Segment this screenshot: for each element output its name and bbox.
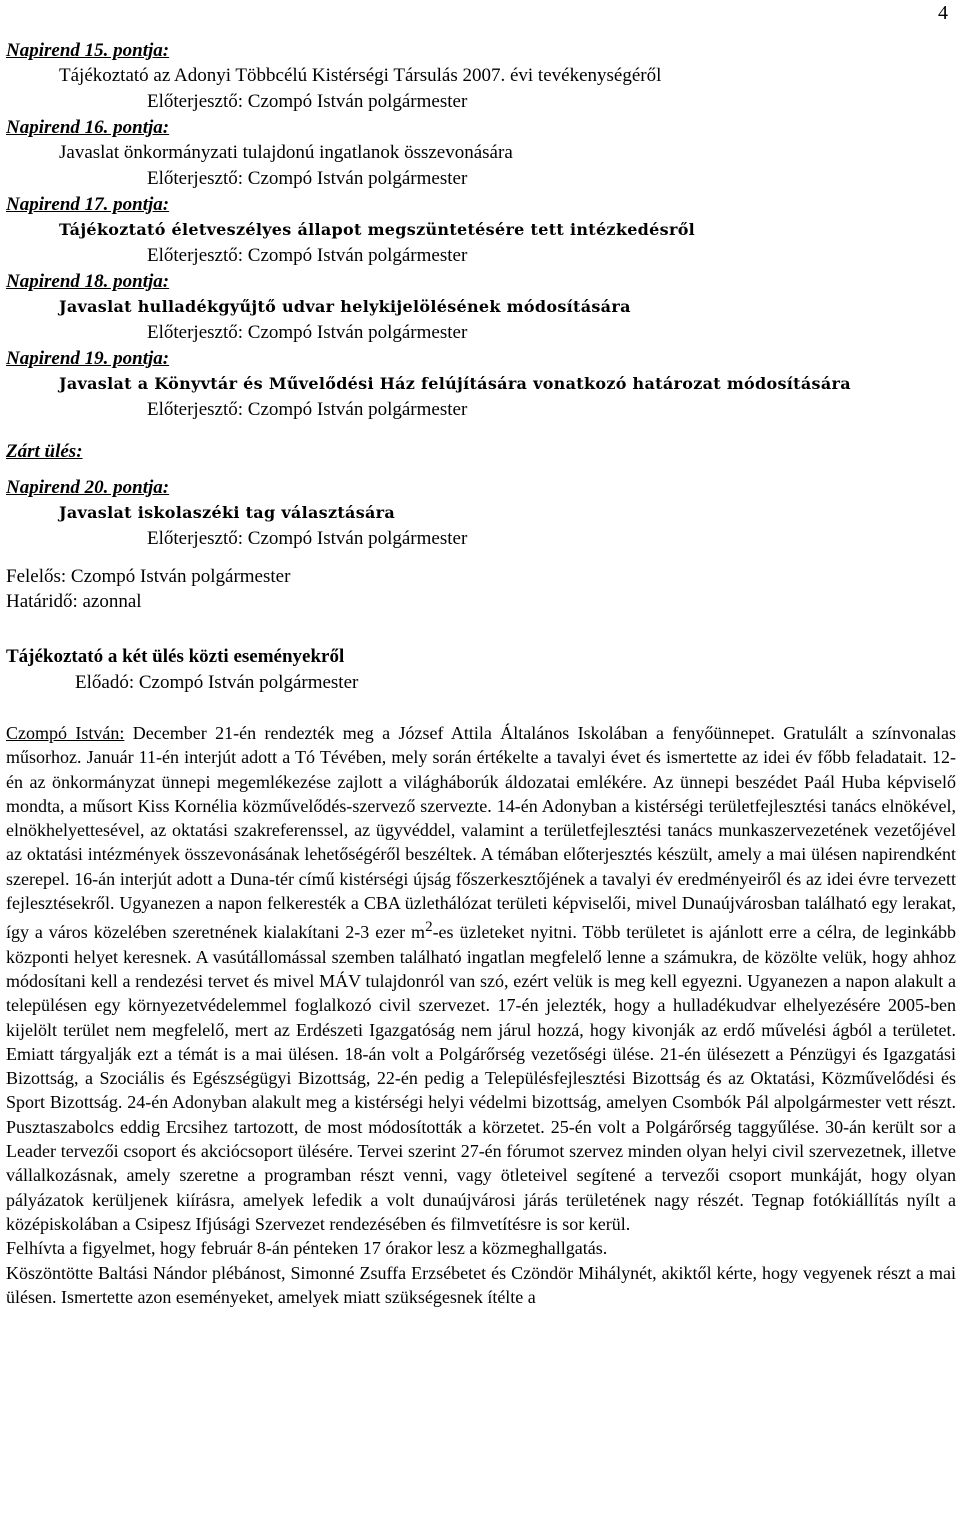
agenda-item-presenter: Előterjesztő: Czompó István polgármester <box>147 528 468 549</box>
info-section-heading: Tájékoztató a két ülés közti eseményekről <box>6 646 345 667</box>
agenda-item-16 <box>6 115 958 192</box>
agenda-item-heading: Napirend 16. pontja: <box>6 117 170 138</box>
paragraph-text: December 21-én rendezték meg a József Attila Általános Iskolában a fenyőünnepet. Gratulált a színvonalas műsorhoz. Január 11-én interjút adott a Tó Tévében, mely során értékelte a tavalyi évet és ismertette az idei év főbb feladatait. 12-én az önkormányzat ünnepi megemlékezése zajlott a világháborúk áldozatai emlékére. Az ünnepi beszédet Paál Huba képviselő mondta, a műsort Kiss Kornélia közművelődés-szervező szervezte. 14-én Adonyban a kistérségi területfejlesztési tanács elnökével, elnökhelyettesével, az oktatási szakreferenssel, az ügyvéddel, valamint a területfejlesztési tanács munkaszervezetének vezetőjével az oktatási intézmények összevonásának lehetőségéről beszéltek. A témában előterjesztés készült, amely a mai ülésen napirendként szerepel. 16-án interjút adott a Duna-tér című kistérségi újság főszerkesztőjének a tavalyi év eredményeiről és az idei évre tervezett fejlesztésekről. Ugyanezen a napon felkeresték a CBA üzlethálózat területi képviselői, mivel Dunaújvárosban található egy lerakat, így a város közelében szeretnének kialakítani 2-3 ezer m <box>6 723 956 943</box>
agenda-item-title: Tájékoztató az Adonyi Többcélú Kistérségi Társulás 2007. évi tevékenységéről <box>59 65 662 86</box>
agenda-item-title: Javaslat önkormányzati tulajdonú ingatlanok összevonására <box>59 142 513 163</box>
paragraph <box>6 721 956 1236</box>
paragraph-text: -es üzleteket nyitni. Több területet is ajánlott erre a célra, de leginkább központi helyet keresnek. A vasútállomással szemben található ingatlan megfelelő lenne a számukra, de közölte velük, hogy ahhoz módosítani kell a rendezési tervet és mivel MÁV tulajdonról van szó, ezért velük is meg kell egyezni. Ugyanezen a napon alakult a településen egy környezetvédelemmel foglalkozó civil szervezet. 17-én jelezték, hogy a hulladékudvar elhelyezésére 2005-ben kijelölt terület nem megfelelő, mert az Erdészeti Igazgatóság nem járul hozzá, hogy kivonják az erdő művelési ágból a területet. Emiatt tárgyalják ezt a témát is a mai ülésen. 18-án volt a Polgárőrség vezetőségi ülése. 21-én ülésezett a Pénzügyi és Igazgatási Bizottság, a Szociális és Egészségügyi Bizottság, 22-én pedig a Településfejlesztési Bizottság és az Oktatási, Közművelődési és Sport Bizottság. 24-én Adonyban alakult meg a kistérségi helyi védelmi bizottság, amelyen Csombók Pál alpolgármester vett részt. Pusztaszabolcs eddig Ercsihez tartozott, de most módosították a körzetet. 25-én volt a Polgárőrség taggyűlése. 30-án került sor a Leader tervezői csoport és akciócsoport ülésére. Tervei szerint 27-én fórumot szervez minden olyan helyi civil szervezetnek, illetve vállalkozásnak, amely szeretne a programban részt venni, vagy ötleteivel segítené a tervezői csoport munkáját, hogy olyan pályázatok kerüljenek kiírásra, amelyek lefedik a volt dunaújvárosi járás területének nagy részét. Tegnap fotókiállítás nyílt a középiskolában a Csipesz Ifjúsági Szervezet rendezésében és filmvetítésre is sor kerül. <box>6 922 956 1234</box>
agenda-item-19 <box>6 346 958 423</box>
agenda-item-presenter: Előterjesztő: Czompó István polgármester <box>147 91 468 112</box>
minutes-body <box>6 721 956 1309</box>
closed-session-heading: Zárt ülés: <box>6 441 83 462</box>
agenda-item-heading: Napirend 15. pontja: <box>6 40 170 61</box>
agenda-item-title: Tájékoztató életveszélyes állapot megszüntetésére tett intézkedésről <box>59 220 696 239</box>
agenda-item-15 <box>6 38 958 115</box>
responsible-line: Felelős: Czompó István polgármester <box>6 566 291 587</box>
paragraph: Köszöntötte Baltási Nándor plébánost, Simonné Zsuffa Erzsébetet és Czöndör Mihálynét, akiktől kérte, hogy vegyenek részt a mai ülésen. Ismertette azon eseményeket, amelyek miatt szükségesnek ítélte a <box>6 1262 956 1307</box>
superscript: 2 <box>425 919 433 936</box>
agenda-item-presenter: Előterjesztő: Czompó István polgármester <box>147 245 468 266</box>
info-presenter: Előadó: Czompó István polgármester <box>75 672 359 693</box>
agenda-item-heading: Napirend 19. pontja: <box>6 348 170 369</box>
speaker-name: Czompó István: <box>6 723 125 743</box>
agenda-item-20 <box>6 475 958 552</box>
agenda-item-17 <box>6 192 958 269</box>
agenda-item-presenter: Előterjesztő: Czompó István polgármester <box>147 399 468 420</box>
paragraph: Felhívta a figyelmet, hogy február 8-án pénteken 17 órakor lesz a közmeghallgatás. <box>6 1238 608 1259</box>
agenda-item-heading: Napirend 17. pontja: <box>6 194 170 215</box>
agenda-item-title: Javaslat iskolaszéki tag választására <box>59 503 396 522</box>
deadline-line: Határidő: azonnal <box>6 591 142 612</box>
agenda-item-18 <box>6 269 958 346</box>
agenda-item-presenter: Előterjesztő: Czompó István polgármester <box>147 168 468 189</box>
agenda-item-presenter: Előterjesztő: Czompó István polgármester <box>147 322 468 343</box>
agenda-item-heading: Napirend 20. pontja: <box>6 477 170 498</box>
document-page <box>6 0 958 1309</box>
agenda-item-title: Javaslat a Könyvtár és Művelődési Ház felújítására vonatkozó határozat módosítására <box>59 374 851 393</box>
agenda-item-title: Javaslat hulladékgyűjtő udvar helykijelölésének módosítására <box>59 297 631 316</box>
page-number: 4 <box>938 2 948 24</box>
agenda-item-heading: Napirend 18. pontja: <box>6 271 170 292</box>
